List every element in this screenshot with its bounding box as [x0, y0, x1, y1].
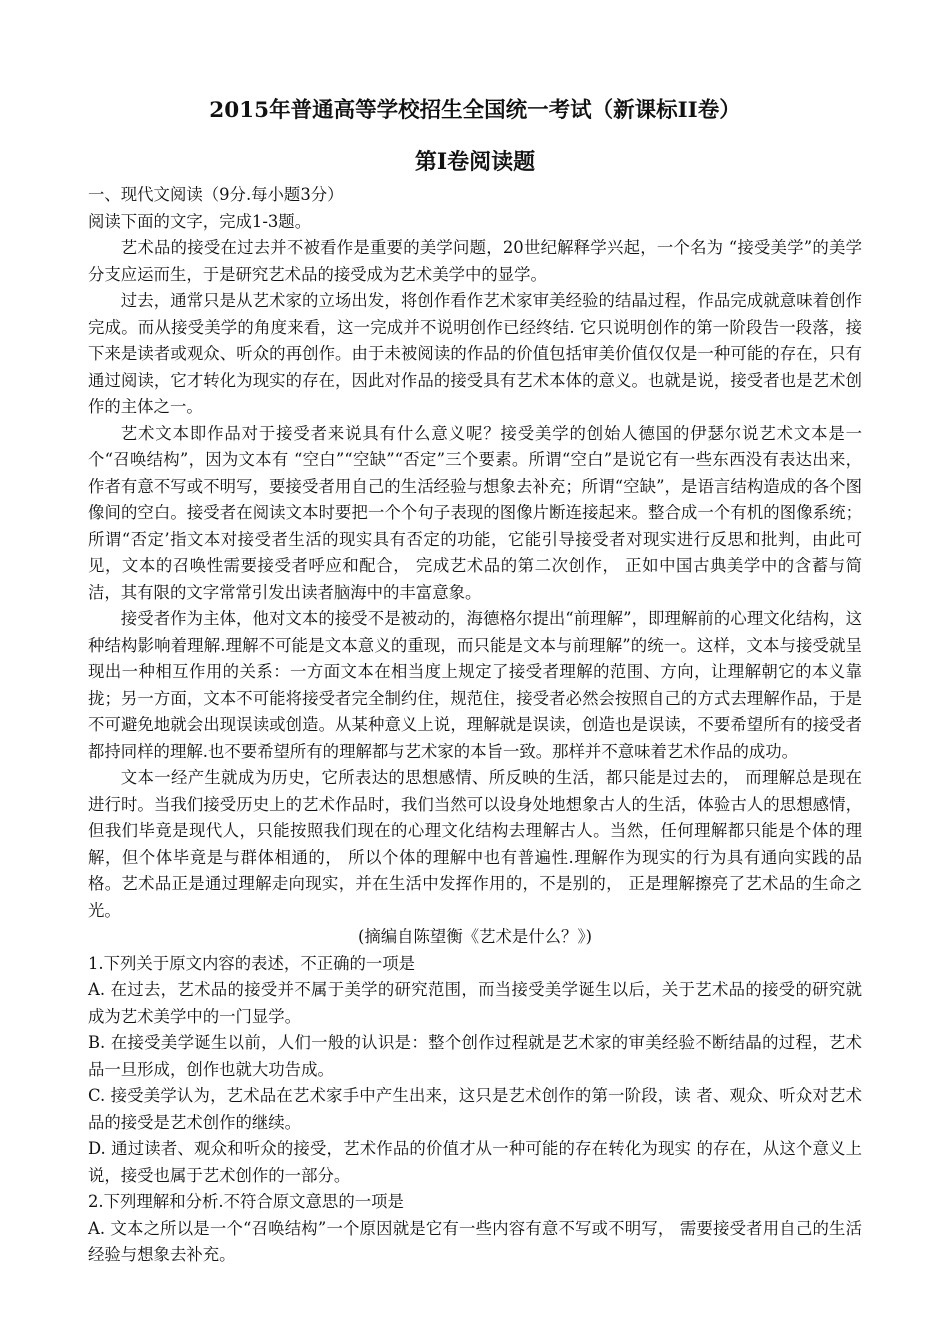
passage-paragraph: 接受者作为主体，他对文本的接受不是被动的，海德格尔提出“前理解”，即理解前的心理文化结构，这种结构影响着理解.理解不可能是文本意义的重现，而只能是文本与前理解”的统一。这样，文本与接受就呈现出一种相互作用的关系：一方面文本在相当度上规定了接受者理解的范围、方向，让理解朝它的本义靠拢；另一方面，文本不可能将接受者完全制约住，规范住，接受者必然会按照自己的方式去理解作品，于是不可避免地就会出现误读或创造。从某种意义上说，理解就是误读，创造也是误读，不要希望所有的接受者都持同样的理解.也不要希望所有的理解都与艺术家的本旨一致。那样并不意味着艺术作品的成功。 [88, 609, 862, 761]
question-option: A. 在过去，艺术品的接受并不属于美学的研究范围，而当接受美学诞生以后，关于艺术品的接受的研究就成为艺术美学中的一门显学。 [88, 980, 862, 1026]
question-option: C. 接受美学认为，艺术品在艺术家手中产生出来，这只是艺术创作的第一阶段，读 者、观众、听众对艺术品的接受是艺术创作的继续。 [88, 1086, 862, 1132]
question-option: D. 通过读者、观众和听众的接受，艺术作品的价值才从一种可能的存在转化为现实 的存在，从这个意义上说，接受也属于艺术创作的一部分。 [88, 1139, 862, 1185]
passage-paragraph: 艺术品的接受在过去并不被看作是重要的美学问题，20世纪解释学兴起，一个名为 “接受美学”的美学分支应运而生，于是研究艺术品的接受成为艺术美学中的显学。 [88, 238, 862, 284]
reading-instruction: 阅读下面的文字，完成1-3题。 [88, 211, 312, 231]
question-option: A. 文本之所以是一个“召唤结构”一个原因就是它有一些内容有意不写或不明写， 需要接受者用自己的生活经验与想象去补充。 [88, 1218, 862, 1264]
passage-paragraph: 过去，通常只是从艺术家的立场出发，将创作看作艺术家审美经验的结晶过程，作品完成就意味着创作完成。而从接受美学的角度来看，这一完成并不说明创作已经终结. 它只说明创作的第一阶段告一段落，接下来是读者或观众、听众的再创作。由于未被阅读的作品的价值包括审美价值仅仅是一种可能的存在，只有通过阅读，它才转化为现实的存在，因此对作品的接受具有艺术本体的意义。也就是说，接受者也是艺术创作的主体之一。 [88, 291, 862, 416]
passage-paragraph: 文本一经产生就成为历史，它所表达的思想感情、所反映的生活，都只能是过去的， 而理解总是现在进行时。当我们接受历史上的艺术作品时，我们当然可以设身处地想象古人的生活，体验古人的思想感情，但我们毕竟是现代人，只能按照我们现在的心理文化结构去理解古人。当然，任何理解都只能是个体的理解，但个体毕竟是与群体相通的， 所以个体的理解中也有普遍性.理解作为现实的行为具有通向实践的品格。艺术品正是通过理解走向现实，并在生活中发挥作用的，不是别的， 正是理解擦亮了艺术品的生命之光。 [88, 768, 862, 920]
document-body [88, 182, 862, 1269]
question-stem: 2.下列理解和分析.不符合原文意思的一项是 [88, 1192, 404, 1211]
part-title: 第I卷阅读题 [414, 149, 536, 175]
passage-paragraph: 艺术文本即作品对于接受者来说具有什么意义呢？接受美学的创始人德国的伊瑟尔说艺术文本是一个“召唤结构”，因为文本有 “空白”“空缺”“否定”三个要素。所谓“空白”是说它有一些东西没有表达出来，作者有意不写或不明写，要接受者用自己的生活经验与想象去补充；所谓“空缺”，是语言结构造成的各个图像间的空白。接受者在阅读文本时要把一个个句子表现的图像片断连接起来。整合成一个有机的图像系统；所谓“否定’指文本对接受者生活的现实具有否定的功能，它能引导接受者对现实进行反思和批判，由此可见，文本的召唤性需要接受者呼应和配合， 完成艺术品的第二次创作， 正如中国古典美学中的含蓄与简洁，其有限的文字常常引发出读者脑海中的丰富意象。 [88, 423, 862, 602]
passage-source: (摘编自陈望衡《艺术是什么？》) [357, 927, 593, 946]
question-option: B. 在接受美学诞生以前，人们一般的认识是：整个创作过程就是艺术家的审美经验不断结晶的过程，艺术品一旦形成，创作也就大功告成。 [88, 1033, 862, 1079]
question-stem: 1.下列关于原文内容的表述，不正确的一项是 [88, 953, 416, 973]
section-heading: 一、现代文阅读（9分.每小题3分） [88, 185, 344, 204]
exam-title: 2015年普通高等学校招生全国统一考试（新课标II卷） [209, 98, 741, 123]
